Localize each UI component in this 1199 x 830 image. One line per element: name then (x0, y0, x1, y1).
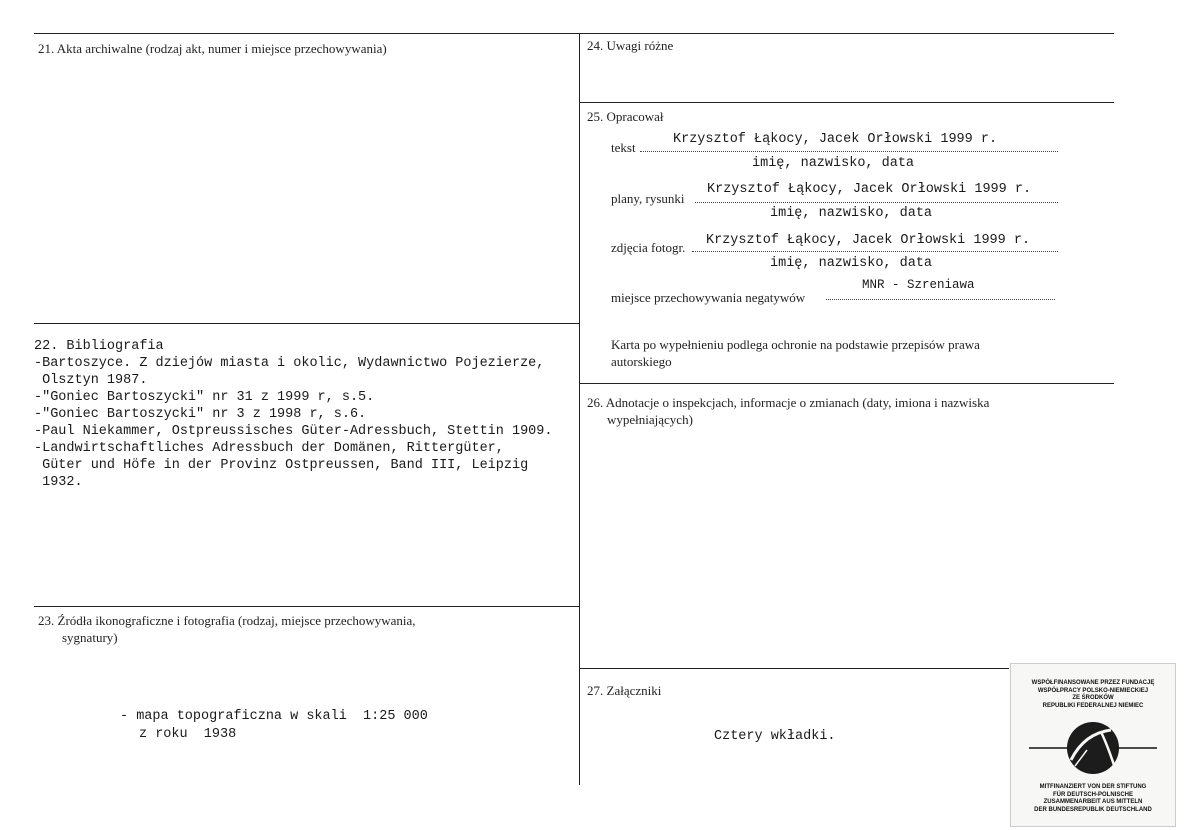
section-25-title: 25. Opracował (587, 109, 664, 124)
bibliography-line-2: Olsztyn 1987. (34, 373, 148, 388)
tekst-label: tekst (611, 140, 636, 155)
section-26-title: 26. Adnotacje o inspekcjach, informacje o zmianach (daty, imiona i nazwiska (587, 395, 990, 410)
tekst-dotted-line (640, 151, 1058, 152)
stamp-text-pl-2: WSPÓŁPRACY POLSKO-NIEMIECKIEJ (1037, 687, 1149, 694)
stamp-text-pl-4: REPUBLIKI FEDERALNEJ NIEMIEC (1042, 702, 1144, 709)
zdjecia-value: Krzysztof Łąkocy, Jacek Orłowski 1999 r. (706, 233, 1031, 248)
section-27-title: 27. Załączniki (587, 683, 662, 698)
section-21-title: 21. Akta archiwalne (rodzaj akt, numer i miejsce przechowywania) (38, 41, 387, 56)
stamp-text-de-2: FÜR DEUTSCH-POLNISCHE (1052, 791, 1133, 798)
stamp-text-pl-3: ZE ŚRODKÓW (1072, 695, 1114, 701)
section-26-title-cont: wypełniających) (607, 412, 693, 427)
divider-26-27 (579, 668, 1009, 669)
bibliography-line-5: -Paul Niekammer, Ostpreussisches Güter-Adressbuch, Stettin 1909. (34, 424, 553, 439)
divider-25-26 (579, 383, 1114, 384)
section-24-title: 24. Uwagi różne (587, 38, 674, 53)
zdjecia-caption: imię, nazwisko, data (770, 256, 933, 271)
bibliography-line-3: -"Goniec Bartoszycki" nr 31 z 1999 r, s.5. (34, 390, 375, 405)
tekst-caption: imię, nazwisko, data (752, 156, 915, 171)
plany-value: Krzysztof Łąkocy, Jacek Orłowski 1999 r. (707, 182, 1032, 197)
negatives-dotted-line (826, 299, 1055, 300)
bibliography-line-8: 1932. (34, 475, 83, 490)
tekst-value: Krzysztof Łąkocy, Jacek Orłowski 1999 r. (673, 132, 998, 147)
zdjecia-dotted-line (692, 251, 1058, 252)
funding-stamp (1010, 663, 1176, 827)
plany-dotted-line (695, 202, 1058, 203)
center-divider-line (579, 33, 580, 785)
bibliography-line-1: -Bartoszyce. Z dziejów miasta i okolic, Wydawnictwo Pojezierze, (34, 356, 545, 371)
plany-label: plany, rysunki (611, 191, 685, 206)
copyright-note-line-1: Karta po wypełnieniu podlega ochronie na podstawie przepisów prawa (611, 337, 980, 352)
negatives-value: MNR - Szreniawa (862, 278, 975, 292)
negatives-label: miejsce przechowywania negatywów (611, 290, 806, 305)
attachments-value: Cztery wkładki. (714, 729, 836, 744)
bibliography-line-7: Güter und Höfe in der Provinz Ostpreussen, Band III, Leipzig (34, 458, 529, 473)
iconography-item-line-2: z roku 1938 (139, 727, 237, 742)
section-23-title: 23. Źródła ikonograficzne i fotografia (rodzaj, miejsce przechowywania, (38, 613, 416, 628)
zdjecia-label: zdjęcia fotogr. (611, 240, 686, 255)
stamp-text-de-3: ZUSAMMENARBEIT AUS MITTELN (1043, 799, 1143, 805)
bibliography-line-6: -Landwirtschaftliches Adressbuch der Domänen, Rittergüter, (34, 441, 504, 456)
section-22-title: 22. Bibliografia (34, 339, 164, 354)
stamp-text-de-1: MITFINANZIERT VON DER STIFTUNG (1039, 784, 1147, 790)
copyright-note-line-2: autorskiego (611, 354, 672, 369)
top-border-line (34, 33, 1114, 34)
foundation-logo-icon (1011, 710, 1175, 784)
divider-24-25 (579, 102, 1114, 103)
iconography-item-line-1: - mapa topograficzna w skali 1:25 000 (120, 709, 428, 724)
section-23-title-cont: sygnatury) (62, 630, 118, 645)
bibliography-line-4: -"Goniec Bartoszycki" nr 3 z 1998 r, s.6. (34, 407, 367, 422)
divider-22-23 (34, 606, 579, 607)
stamp-text-pl-1: WSPÓŁFINANSOWANE PRZEZ FUNDACJĘ (1031, 680, 1155, 686)
divider-21-22 (34, 323, 579, 324)
stamp-text-de-4: DER BUNDESREPUBLIK DEUTSCHLAND (1034, 806, 1152, 813)
plany-caption: imię, nazwisko, data (770, 206, 933, 221)
